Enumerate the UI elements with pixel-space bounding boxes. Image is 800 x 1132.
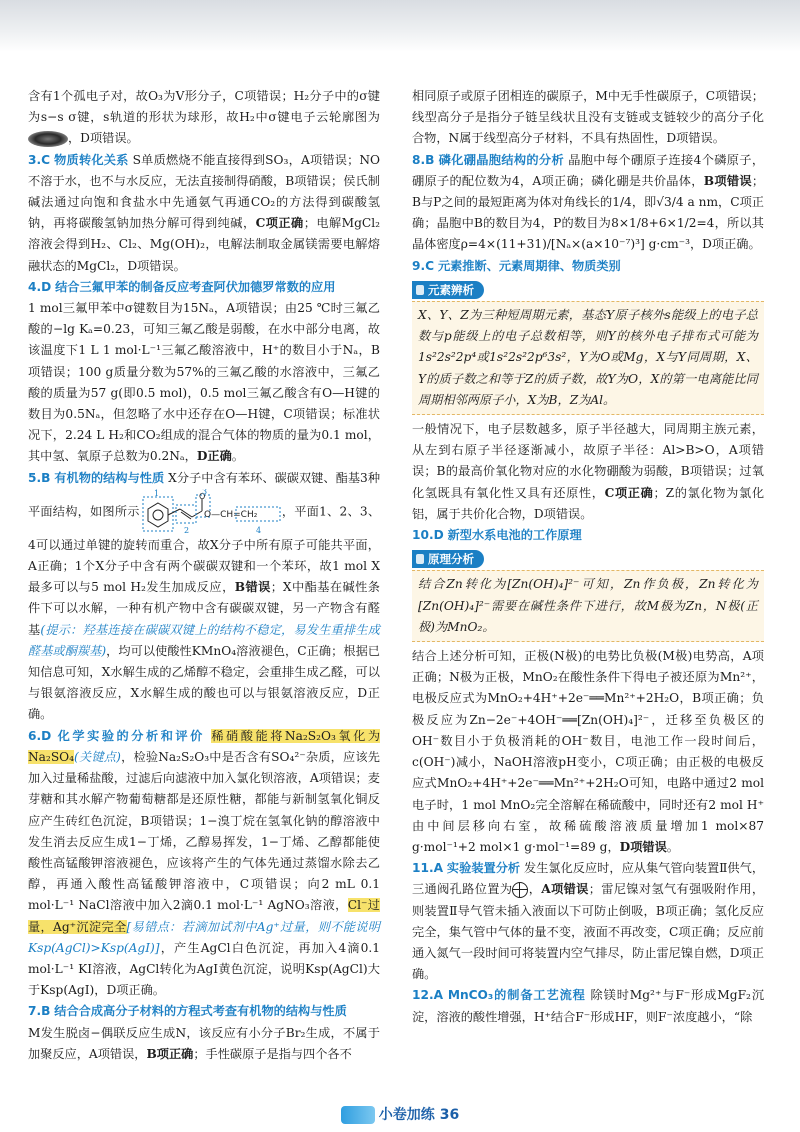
structure-label-4: 4 xyxy=(255,525,261,535)
answer-4-number: 4.D xyxy=(28,279,52,294)
answer-8-text-2: ；B与P之间的最短距离为体对角线长的1/4，即√3/4 a nm，C项正确；晶胞中B的数目为4，P的数目为8×1/8+6×1/2=4，所以其晶体密度ρ=4×(11+31)/[Nₐ×(a×10⁻⁷)³] g·cm⁻³，D项正确。 xyxy=(412,173,764,252)
answer-11-number: 11.A xyxy=(412,861,444,876)
answer-10-title: 新型水系电池的工作原理 xyxy=(447,528,582,543)
answer-5 xyxy=(28,468,380,726)
page-label: 小卷加练 xyxy=(378,1107,435,1123)
answer-9-number: 9.C xyxy=(412,258,435,273)
answer-4-text: 1 mol三氟甲苯中σ键数目为15Nₐ，A项错误；由25 ℃时三氟乙酸的−lg Kₐ=0.23，可知三氟乙酸是弱酸，在水中部分电离，故该温度下1 L 1 mol·L⁻¹三氟乙酸溶液中，H⁺的数目小于Nₐ，B项错误；100 g质量分数为57%的三氟乙酸的水溶液中，三氟乙酸的质量为57 g(即0.5 mol)，0.5 mol三氟乙酸含有O—H键的数目为0.5Nₐ，但忽略了水中还存在O—H键，C项错误；标准状况下，2.24 L H₂和CO₂组成的混合气体的物质的量为0.1 mol，其中氢、氧原子总数为0.2Nₐ， xyxy=(28,301,380,464)
answer-7 xyxy=(28,1001,380,1065)
answer-8-title: 磷化硼晶胞结构的分析 xyxy=(438,152,564,167)
answer-5-number: 5.B xyxy=(28,470,51,485)
answer-4-key: D正确 xyxy=(196,449,232,464)
answer-7-text: M发生脱卤−偶联反应生成N，该反应有小分子Br₂生成，不属于加聚反应，A项错误， xyxy=(28,1025,380,1061)
answer-6-tip-1: (关键点) xyxy=(74,749,121,764)
page-footer xyxy=(0,1104,800,1132)
answer-6-text: ，检验Na₂S₂O₃中是否含有SO₄²⁻杂质，应该先加入过量稀盐酸，过滤后向滤液中加入氯化钡溶液，A项错误；麦芽糖和其水解产物葡萄糖都是还原性糖，都能与新制氢氧化铜反应产生砖红色沉淀，B项错误；1−溴丁烷在氢氧化钠的醇溶液中发生消去反应生成1−丁烯，乙醇易挥发，1−丁烯、乙醇都能使酸性高锰酸钾溶液褪色，应该将产生的气体先通过蒸馏水除去乙醇，再通入酸性高锰酸钾溶液中，C项错误；向2 mL 0.1 mol·L⁻¹ NaCl溶液中加入2滴0.1 mol·L⁻¹ AgNO₃溶液， xyxy=(28,749,380,913)
answer-7-title: 结合合成高分子材料的方程式考查有机物的结构与性质 xyxy=(54,1004,347,1019)
ester-structure-diagram xyxy=(140,489,282,535)
answer-8-text: 晶胞中每个硼原子连接4个磷原子，硼原子的配位数为4，A项正确；磷化硼是共价晶体， xyxy=(412,152,765,188)
answer-8-key: B项错误 xyxy=(703,173,752,188)
answer-3-key: C项正确 xyxy=(255,216,304,231)
structure-text: O—CH=CH₂ xyxy=(203,509,257,520)
answer-6-tip-2: [易错点：若滴加试剂中Ag⁺过量，则不能说明Ksp(AgCl)>Ksp(AgI)] xyxy=(28,919,380,955)
answer-3-number: 3.C xyxy=(28,152,51,167)
answer-7-key: B项正确 xyxy=(146,1046,194,1061)
answer-5-tip: (提示：羟基连接在碳碳双键上的结构不稳定，易发生重排生成醛基或酮羰基) xyxy=(28,622,380,658)
answer-3 xyxy=(28,150,380,277)
page-number: 36 xyxy=(439,1107,460,1123)
answer-4-title: 结合三氟甲苯的制备反应考查阿伏加德罗常数的应用 xyxy=(55,279,336,294)
top-scan-band xyxy=(0,0,800,52)
answer-7-continued: 相同原子或原子团相连的碳原子，M中无手性碳原子，C项错误；线型高分子是指分子链呈线状且没有支链或支链较少的高分子化合物，N属于线型高分子材料，不具有热固性，D项错误。 xyxy=(412,89,764,146)
answer-5-text-3: ；X中酯基在碱性条件下可以水解，一种有机产物中含有碳碳双键，另一产物含有醛基 xyxy=(28,580,380,637)
answer-9-header xyxy=(412,256,764,277)
answer-9-text-2: ；Z的氯化物为氯化铝，属于共价化合物，D项错误。 xyxy=(412,485,765,521)
answer-9-text: 一般情况下，电子层数越多，原子半径越大，同周期主族元素，从左到右原子半径逐渐减小，故原子半径：Al>B>O，A项错误；B的最高价氧化物对应的水化物硼酸为弱酸，B项错误；过氧化氢既具有氧化性又具有还原性， xyxy=(412,422,764,500)
answer-8 xyxy=(412,150,764,256)
answer-6 xyxy=(28,726,380,1002)
answer-9-body xyxy=(412,419,764,525)
brand-logo-icon xyxy=(341,1106,375,1124)
answer-4-text-2: 。 xyxy=(231,449,244,464)
answer-4 xyxy=(28,277,380,468)
structure-label-2: 2 xyxy=(183,525,189,535)
principle-analysis-badge: 原理分析 xyxy=(412,550,484,568)
answer-12-number: 12.A xyxy=(412,988,444,1003)
answer-12-title: MnCO₃的制备工艺流程 xyxy=(447,988,586,1003)
answer-9-key: C项正确 xyxy=(604,485,654,500)
answer-10-number: 10.D xyxy=(412,528,444,543)
left-column xyxy=(28,86,380,1065)
svg-text:O: O xyxy=(198,491,205,501)
answer-10-header xyxy=(412,525,764,546)
structure-label-3: 3 xyxy=(201,488,207,496)
answer-7-text-2: ；手性碳原子是指与四个各不 xyxy=(193,1046,352,1061)
answer-12-text: 除镁时Mg²⁺与F⁻形成MgF₂沉淀，溶液的酸性增强，H⁺结合F⁻形成HF，则F⁻浓度越小，“除 xyxy=(412,988,765,1024)
intro-end-text: ，D项错误。 xyxy=(68,131,139,146)
answer-5-title: 有机物的结构与性质 xyxy=(54,470,165,485)
answer-6-number: 6.D xyxy=(28,728,52,743)
answer-12 xyxy=(412,985,764,1027)
answer-5-text: X分子中含有苯环、碳碳双键、酯基3种平面结构，如图所示 xyxy=(28,470,381,519)
answer-5-key: B错误 xyxy=(234,580,271,595)
answer-11-text-2: ；雷尼镍对氢气有强吸附作用，则装置Ⅱ导气管未插入液面以下可防止倒吸，B项正确；氢化反应完全，集气管中气体的量不变，液面不再改变，C项正确；反应前通入氮气一段时间可将装置内空气排尽，防止雷尼镍自燃，D项正确。 xyxy=(412,882,765,982)
answer-10-key: D项错误 xyxy=(619,839,667,854)
answer-10-text: 结合上述分析可知，正极(N极)的电势比负极(M极)电势高，A项正确；N极为正极，MnO₂在酸性条件下得电子被还原为Mn²⁺，电极反应式为MnO₂+4H⁺+2e⁻══Mn²⁺+2H₂O，B项正确；负极反应为Zn−2e⁻+4OH⁻══[Zn(OH)₄]²⁻，迁移至负极区的OH⁻数目小于负极消耗的OH⁻数目，电池工作一段时间后，c(OH⁻)减小，NaOH溶液pH变小，C项正确；由正极的电极反应式MnO₂+4H⁺+2e⁻══Mn²⁺+2H₂O可知，电路中通过2 mol电子时，1 mol MnO₂完全溶解在稀硫酸中，同时还有2 mol H⁺由中间层移向右室，故稀硫酸溶液质量增加1 mol×87 g·mol⁻¹+2 mol×1 g·mol⁻¹=89 g， xyxy=(412,649,764,854)
answer-10-body xyxy=(412,646,764,858)
element-analysis-badge: 元素辨析 xyxy=(412,281,484,299)
structure-label-1: 1 xyxy=(153,488,159,498)
intro-paragraph xyxy=(28,86,380,150)
answer-3-title: 物质转化关系 xyxy=(54,152,129,167)
answer-3-text: S单质燃烧不能直接得到SO₃，A项错误；NO不溶于水，也不与水反应，无法直接制得硝酸，B项错误；侯氏制碱法通过向饱和食盐水中先通氨气再通CO₂的方法得到碳酸氢钠，再将碳酸氢钠加热分解可得到纯碱， xyxy=(28,152,381,231)
answer-6-highlight-2: Cl⁻过量，Ag⁺沉淀完全 xyxy=(28,898,380,934)
three-way-valve-icon xyxy=(512,882,528,898)
answer-9-title: 元素推断、元素周期律、物质类别 xyxy=(437,258,621,273)
answer-5-text-2: ，平面1、2、3、4可以通过单键的旋转而重合，故X分子中所有原子可能共平面，A正确；1个X分子中含有两个碳碳双键和一个苯环，故1 mol X最多可以与5 mol H₂发生加成反应， xyxy=(28,504,381,595)
answer-6-text-2: ，产生AgCl白色沉淀，再加入4滴0.1 mol·L⁻¹ KI溶液，AgCl转化为AgI黄色沉淀，说明Ksp(AgCl)大于Ksp(AgI)，D项正确。 xyxy=(28,940,380,998)
intro-text: 含有1个孤电子对，故O₃为V形分子，C项错误；H₂分子中的σ键为s−s σ键，s轨道的形状为球形，故H₂中σ键电子云轮廓图为 xyxy=(28,89,380,125)
answer-6-title: 化学实验的分析和评价 xyxy=(57,728,205,743)
right-column xyxy=(412,86,764,1028)
principle-analysis-box: 结合Zn转化为[Zn(OH)₄]²⁻可知，Zn作负极，Zn转化为[Zn(OH)₄]²⁻需要在碱性条件下进行，故M极为Zn，N极(正极)为MnO₂。 xyxy=(412,570,764,642)
answer-5-text-4: ，均可以使酸性KMnO₄溶液褪色，C正确；根据已知信息可知，X水解生成的乙烯醇不稳定，会重排生成乙醛，可以与银氨溶液反应，X水解生成的酸也可以与银氨溶液反应，D正确。 xyxy=(28,643,380,722)
answer-7-number: 7.B xyxy=(28,1004,51,1019)
answer-8-number: 8.B xyxy=(412,152,435,167)
answer-11-key: A项错误 xyxy=(541,882,589,897)
answer-3-text-2: ；电解MgCl₂溶液会得到H₂、Cl₂、Mg(OH)₂，电解法制取金属镁需要电解熔融状态的MgCl₂，D项错误。 xyxy=(28,216,381,273)
answer-11: 11.A 实验装置分析 发生氯化反应时，应从集气管向装置Ⅱ供气，三通阀孔路位置为 ，A项错误；雷尼镍对氢气有强吸附作用，则装置Ⅱ导气管未插入液面以下可防止倒吸，B项正确；氢化反应完全，集气管中气体的量不变，液面不再改变，C项正确；反应前通入氮气一段时间可将装置内空气排尽，防止雷尼镍自燃，D项正确。 xyxy=(412,861,765,982)
answer-11-text: 发生氯化反应时，应从集气管向装置Ⅱ供气，三通阀孔路位置为 xyxy=(412,861,765,897)
element-analysis-box: X、Y、Z为三种短周期元素，基态Y原子核外s能级上的电子总数与p能级上的电子总数相等，则Y的核外电子排布式可能为1s²2s²2p⁴或1s²2s²2p⁶3s²，Y为O或Mg，X与Y同周期，X、Y的质子数之和等于Z的质子数，故Y为O，X的第一电离能比同周期相邻两原子小，X为B，Z为Al。 xyxy=(412,301,764,415)
answer-6-highlight-1: 稀硝酸能将Na₂S₂O₃氧化为Na₂SO₄ xyxy=(28,728,381,764)
answer-10-text-2: 。 xyxy=(666,839,679,854)
answer-11-title: 实验装置分析 xyxy=(446,861,521,876)
s-orbital-image xyxy=(28,131,68,147)
